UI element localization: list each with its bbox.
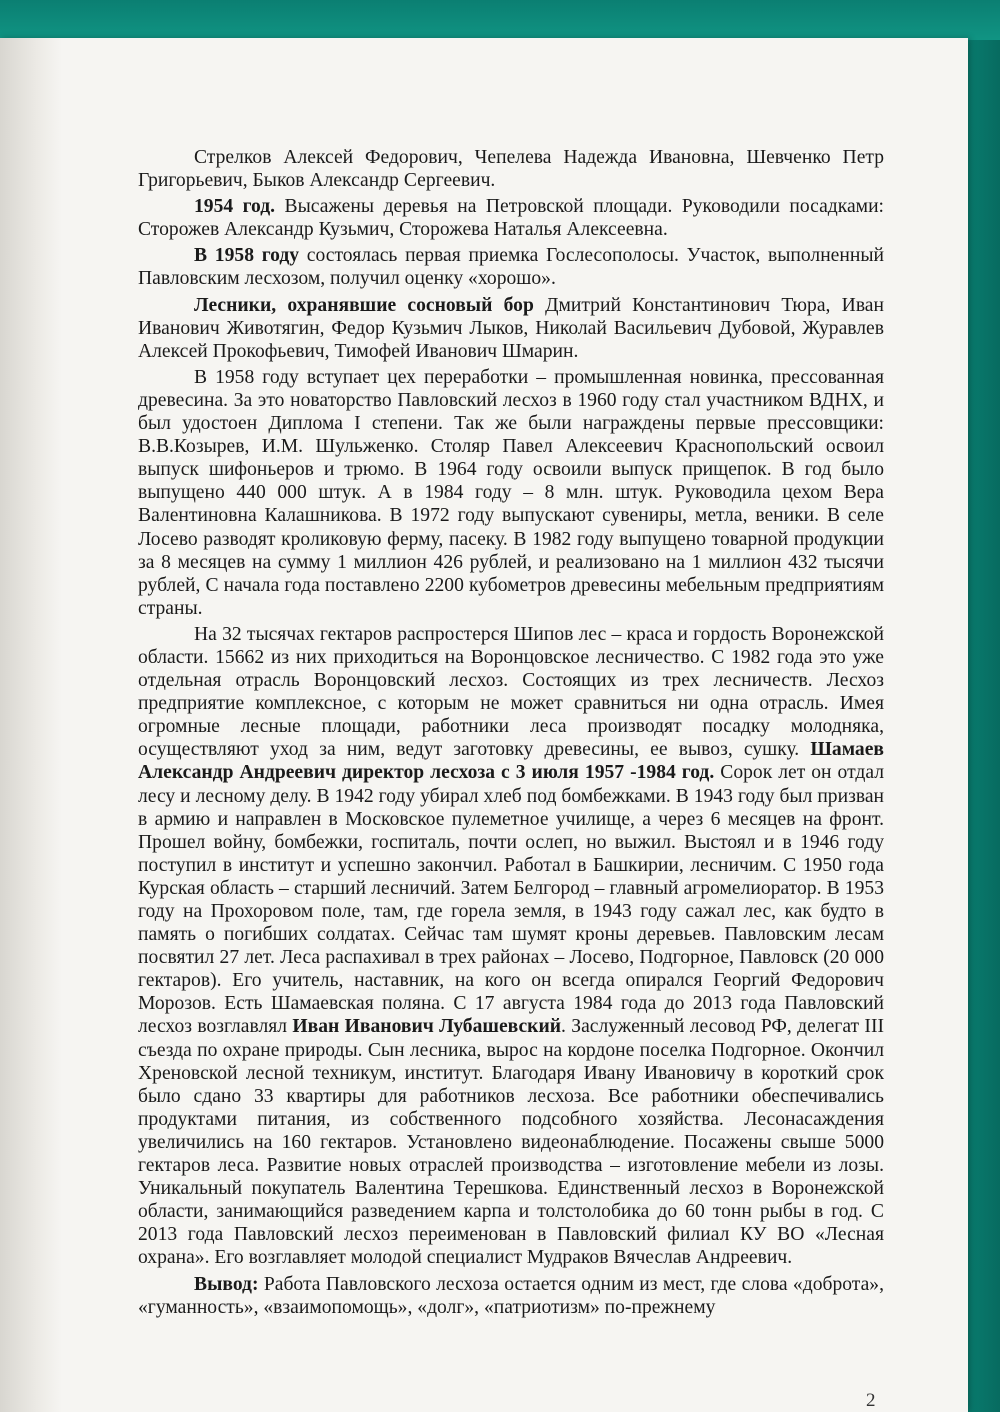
text-run: Дмитрий Константинович Тюра, Иван Иванович Животягин, Федор Кузьмич Лыков, Николай Васильевич Дубовой, Журавлев Алексей Прокофьевич, Тимофей Иванович Шмарин. [138,294,884,362]
paragraph-p4 [138,294,884,363]
text-run: . Заслуженный лесовод РФ, делегат III съезда по охране природы. Сын лесника, вырос на кордоне поселка Подгорное. Окончил Хреновской лесной техникум, институт. Благодаря Ивану Ивановичу в короткий срок было сдано 33 квартиры для работников лесхоза. Все работники обеспечивались продуктами питания, из собственного подсобного хозяйства. Лесонасаждения увеличились на 160 гектаров. Установлено видеонаблюдение. Посажены свыше 5000 гектаров леса. Развитие новых отраслей производства – изготовление мебели из лозы. Уникальный покупатель Валентина Терешкова. Единственный лесхоз в Воронежской области, занимающийся разведением карпа и толстолобика до 60 тонн рыбы в год. С 2013 года Павловский лесхоз переименован в Павловский филиал КУ ВО «Лесная охрана». Его возглавляет молодой специалист Мудраков Вячеслав Андреевич. [138,1016,884,1269]
paragraph-p3 [138,244,884,290]
paragraph-p1 [138,146,884,192]
bold-run: Иван Иванович Лубашевский [292,1016,562,1038]
page-number: 2 [866,1390,876,1411]
paragraph-p6 [138,623,884,1270]
paragraph-p5 [138,366,884,620]
bold-run: В 1958 году [194,245,300,267]
text-run: Высажены деревья на Петровской площади. Руководили посадками: Сторожев Александр Кузьмич, Сторожева Наталья Алексеевна. [138,196,885,241]
text-run: В 1958 году вступает цех переработки – промышленная новинка, прессованная древесина. За это новаторство Павловский лесхоз в 1960 году стал участником ВДНХ, и был удостоен Диплома I степени. Так же были награждены первые прессовщики: В.В.Козырев, И.М. Шульженко. Столяр Павел Алексеевич Краснопольский освоил выпуск шифоньеров и трюмо. В 1964 году освоили выпуск прищепок. В год было выпущено 440 000 штук. А в 1984 году – 8 млн. штук. Руководила цехом Вера Валентиновна Калашникова. В 1972 году выпускают сувениры, метла, веники. В селе Лосево разводят кроликовую ферму, пасеку. В 1982 году выпущено товарной продукции за 8 месяцев на сумму 1 миллион 426 рублей, и реализовано на 1 миллион 432 тысячи рублей, С начала года поставлено 2200 кубометров древесины мебельным предприятиям страны. [138,366,884,619]
paragraph-p2 [138,195,884,241]
binder-top-edge [0,0,1000,40]
text-run: Работа Павловского лесхоза остается одним из мест, где слова «доброта», «гуманность», «взаимопомощь», «долг», «патриотизм» по-прежнему [138,1273,884,1318]
page-fold-shadow [0,38,62,1412]
text-run: Стрелков Алексей Федорович, Чепелева Надежда Ивановна, Шевченко Петр Григорьевич, Быков Александр Сергеевич. [138,147,884,192]
bold-run: Лесники, охранявшие сосновый бор [194,294,534,316]
document-body [138,146,884,1322]
text-run: состоялась первая приемка Гослесополосы. Участок, выполненный Павловским лесхозом, получил оценку «хорошо». [138,245,885,290]
bold-run: 1954 год. [194,196,276,218]
bold-run: Шамаев Александр Андреевич директор лесхоза с 3 июля 1957 -1984 год. [138,739,884,784]
bold-run: Вывод: [194,1273,259,1295]
paragraph-p7 [138,1273,884,1319]
text-run: Сорок лет он отдал лесу и лесному делу. В 1942 году убирал хлеб под бомбежками. В 1943 году был призван в армию и направлен в Московское пулеметное училище, а через 6 месяцев на фронт. Прошел войну, бомбежки, госпиталь, почти ослеп, но выжил. Выстоял и в 1946 году поступил в институт и успешно закончил. Работал в Башкирии, лесничим. С 1950 года Курская область – старший лесничий. Затем Белгород – главный агромелиоратор. В 1953 году на Прохоровом поле, там, где горела земля, в 1943 году сажал лес, как будто в память о погибших солдатах. Сейчас там шумят кроны деревьев. Павловским лесам посвятил 27 лет. Леса распахивал в трех районах – Лосево, Подгорное, Павловск (20 000 гектаров). Его учитель, наставник, на кого он всегда опирался Георгий Федорович Морозов. Есть Шамаевская поляна. С 17 августа 1984 года до 2013 года Павловский лесхоз возглавлял [138,762,884,1038]
text-run: На 32 тысячах гектаров распростерся Шипов лес – краса и гордость Воронежской области. 15662 из них приходиться на Воронцовское лесничество. С 1982 года это уже отдельная отрасль Воронцовский лесхоз. Состоящих из трех лесничеств. Лесхоз предприятие комплексное, с которым не может сравниться ни одна отрасль. Имея огромные лесные площади, работники леса производят посадку молодняка, осуществляют уход за ним, ведут заготовку древесины, ее вывоз, сушку. [138,623,884,761]
